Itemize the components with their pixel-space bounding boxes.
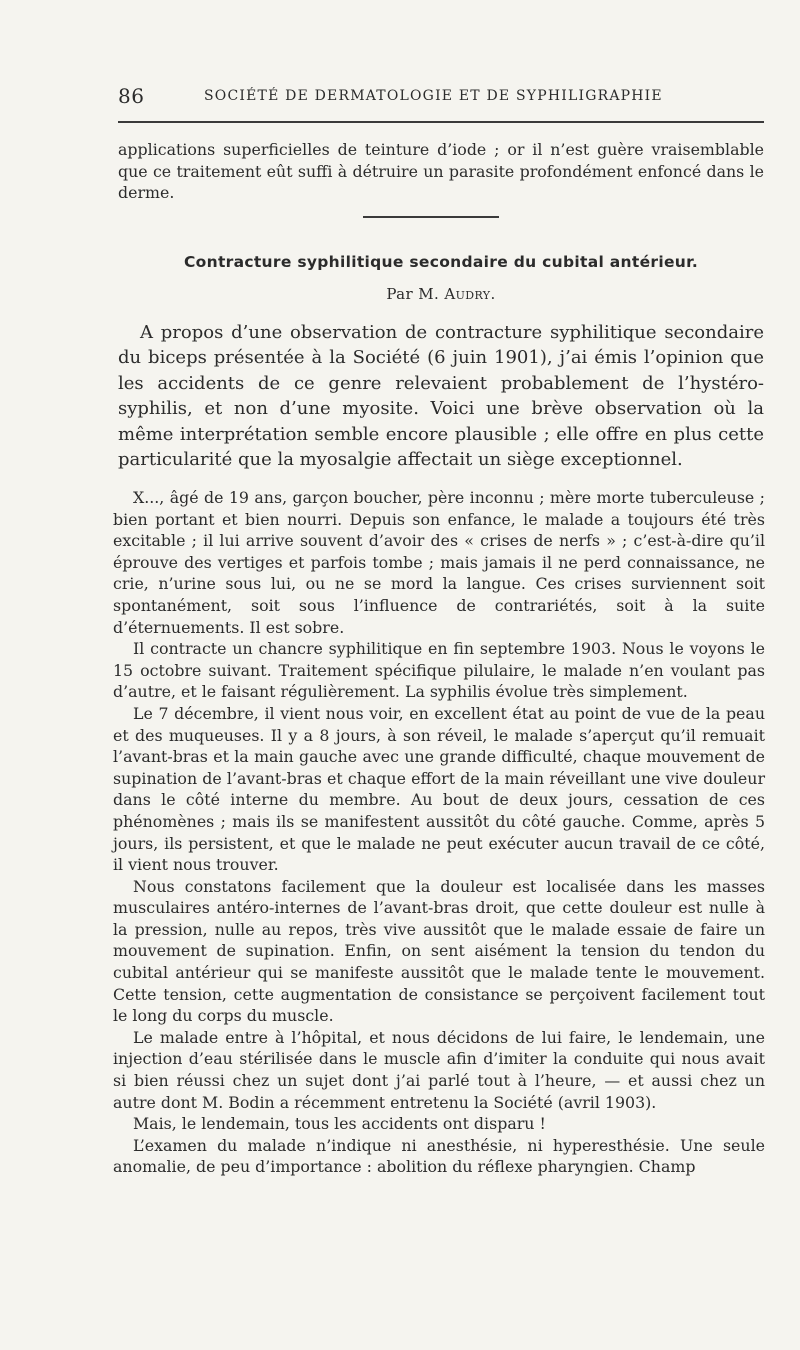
page-header — [118, 84, 763, 110]
body-paragraph: Mais, le lendemain, tous les accidents ont disparu ! — [133, 1114, 546, 1134]
author-line — [118, 285, 764, 303]
body-paragraph: Le malade entre à l’hôpital, et nous décidons de lui faire, le lendemain, une injection d’eau stérilisée dans le muscle afin d’imiter la conduite qui nous avait si bien réussi chez un sujet dont j’ai parlé tout à l’heure, — et aussi chez un autre dont M. Bodin a récemment entretenu la Société (avril 1903). — [113, 1027, 765, 1112]
author-name: Audry. — [444, 285, 496, 303]
header-rule — [118, 121, 764, 123]
body-paragraph: Il contracte un chancre syphilitique en fin septembre 1903. Nous le voyons le 15 octobre suivant. Traitement spécifique pilulaire, le malade n’en voulant pas d’autre, et le faisant régulièrement. La syphilis évolue très simplement. — [113, 639, 765, 702]
lead-paragraph-block — [118, 320, 764, 472]
running-head: SOCIÉTÉ DE DERMATOLOGIE ET DE SYPHILIGRAPHIE — [204, 88, 663, 104]
article-title: Contracture syphilitique secondaire du cubital antérieur. — [183, 253, 699, 271]
observation-text — [113, 487, 765, 1178]
intro-paragraph-block — [118, 139, 764, 204]
lead-paragraph: A propos d’une observation de contracture syphilitique secondaire du biceps présentée à la Société (6 juin 1901), j’ai émis l’opinion que les accidents de ce genre relevaient probablement de l’hystéro-syphilis, et non d’une myosite. Voici une brève observation où la même interprétation semble encore plausible ; elle offre en plus cette particularité que la myosalgie affectait un siège exceptionnel. — [118, 322, 764, 471]
body-paragraph: X..., âgé de 19 ans, garçon boucher, père inconnu ; mère morte tuberculeuse ; bien portant et bien nourri. Depuis son enfance, le malade a toujours été très excitable ; il lui arrive souvent d’avoir des « crises de nerfs » ; c’est-à-dire qu’il éprouve des vertiges et parfois tombe ; mais jamais il ne perd connaissance, ne crie, n’urine sous lui, ou ne se mord la langue. Ces crises surviennent soit spontanément, soit sous l’influence de contrariétés, soit à la suite d’éternuements. Il est sobre. — [113, 488, 765, 637]
body-paragraph: Nous constatons facilement que la douleur est localisée dans les masses musculaires antéro-internes de l’avant-bras droit, que cette douleur est nulle à la pression, nulle au repos, très vive aussitôt que le malade essaie de faire un mouvement de supination. Enfin, on sent aisément la tension du tendon du cubital antérieur qui se manifeste aussitôt que le malade tente le mouvement. Cette tension, cette augmentation de consistance se perçoivent facilement tout le long du corps du muscle. — [113, 876, 765, 1026]
body-paragraph: Le 7 décembre, il vient nous voir, en excellent état au point de vue de la peau et des muqueuses. Il y a 8 jours, à son réveil, le malade s’aperçut qu’il remuait l’avant-bras et la main gauche avec une grande difficulté, chaque mouvement de supination de l’avant-bras et chaque effort de la main réveillant une vive douleur dans le côté interne du membre. Au bout de deux jours, cessation de ces phénomènes ; mais ils se manifestent aussitôt du côté gauche. Comme, après 5 jours, ils persistent, et que le malade ne peut exécuter aucun travail de ce côté, il vient nous trouver. — [113, 703, 765, 875]
page-number: 86 — [118, 84, 145, 108]
intro-paragraph: applications superficielles de teinture d’iode ; or il n’est guère vraisemblable que ce traitement eût suffi à détruire un parasite profondément enfoncé dans le derme. — [118, 140, 764, 203]
author-prefix: Par M. — [386, 285, 440, 303]
section-divider — [363, 216, 499, 218]
body-paragraph: L’examen du malade n’indique ni anesthésie, ni hyperesthésie. Une seule anomalie, de peu d’importance : abolition du réflexe pharyngien. Champ — [113, 1135, 765, 1177]
